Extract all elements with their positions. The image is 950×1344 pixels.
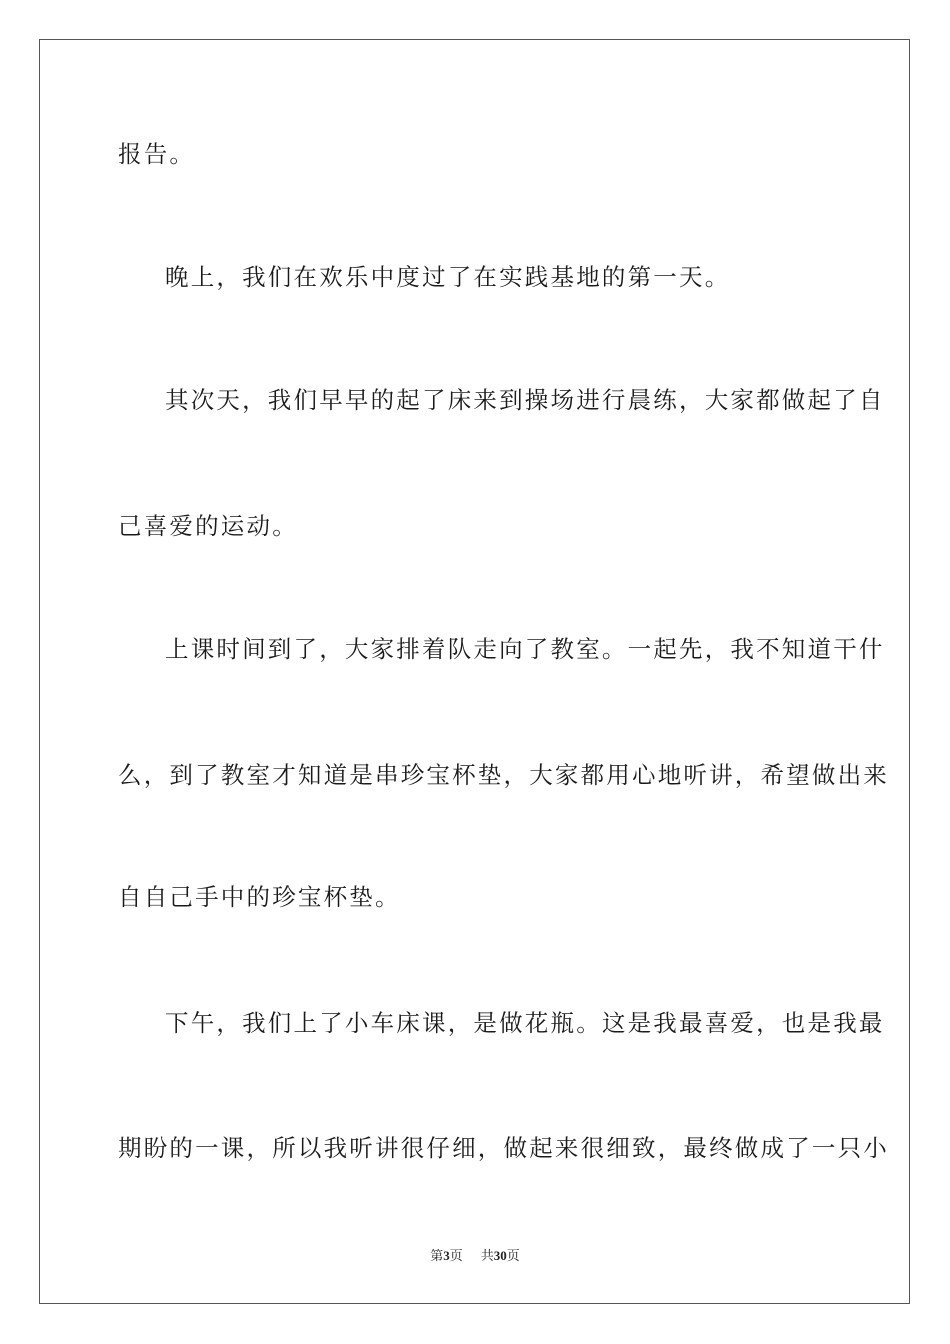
text-line: 自自己手中的珍宝杯垫。 [118, 883, 401, 911]
page-footer [0, 1247, 950, 1266]
text-line: 么，到了教室才知道是串珍宝杯垫，大家都用心地听讲，希望做出来 [118, 761, 889, 789]
text-line: 期盼的一课，所以我听讲很仔细，做起来很细致，最终做成了一只小 [118, 1134, 889, 1162]
text-line: 己喜爱的运动。 [118, 512, 298, 540]
paragraph-line: 上课时间到了，大家排着队走向了教室。一起先，我不知道干什 [165, 635, 885, 663]
text-line: 报告。 [118, 140, 196, 168]
total-label-suffix: 页 [506, 1249, 520, 1264]
page-border [39, 39, 910, 1304]
total-pages: 30 [493, 1248, 507, 1263]
page-label-prefix: 第 [430, 1249, 444, 1264]
total-label-prefix: 共 [480, 1249, 494, 1264]
page-number: 3 [443, 1248, 450, 1263]
page-label-suffix: 页 [449, 1249, 463, 1264]
paragraph-line: 下午，我们上了小车床课，是做花瓶。这是我最喜爱，也是我最 [165, 1009, 885, 1037]
paragraph-line: 晚上，我们在欢乐中度过了在实践基地的第一天。 [165, 263, 731, 291]
paragraph-line: 其次天，我们早早的起了床来到操场进行晨练，大家都做起了自 [165, 386, 885, 414]
